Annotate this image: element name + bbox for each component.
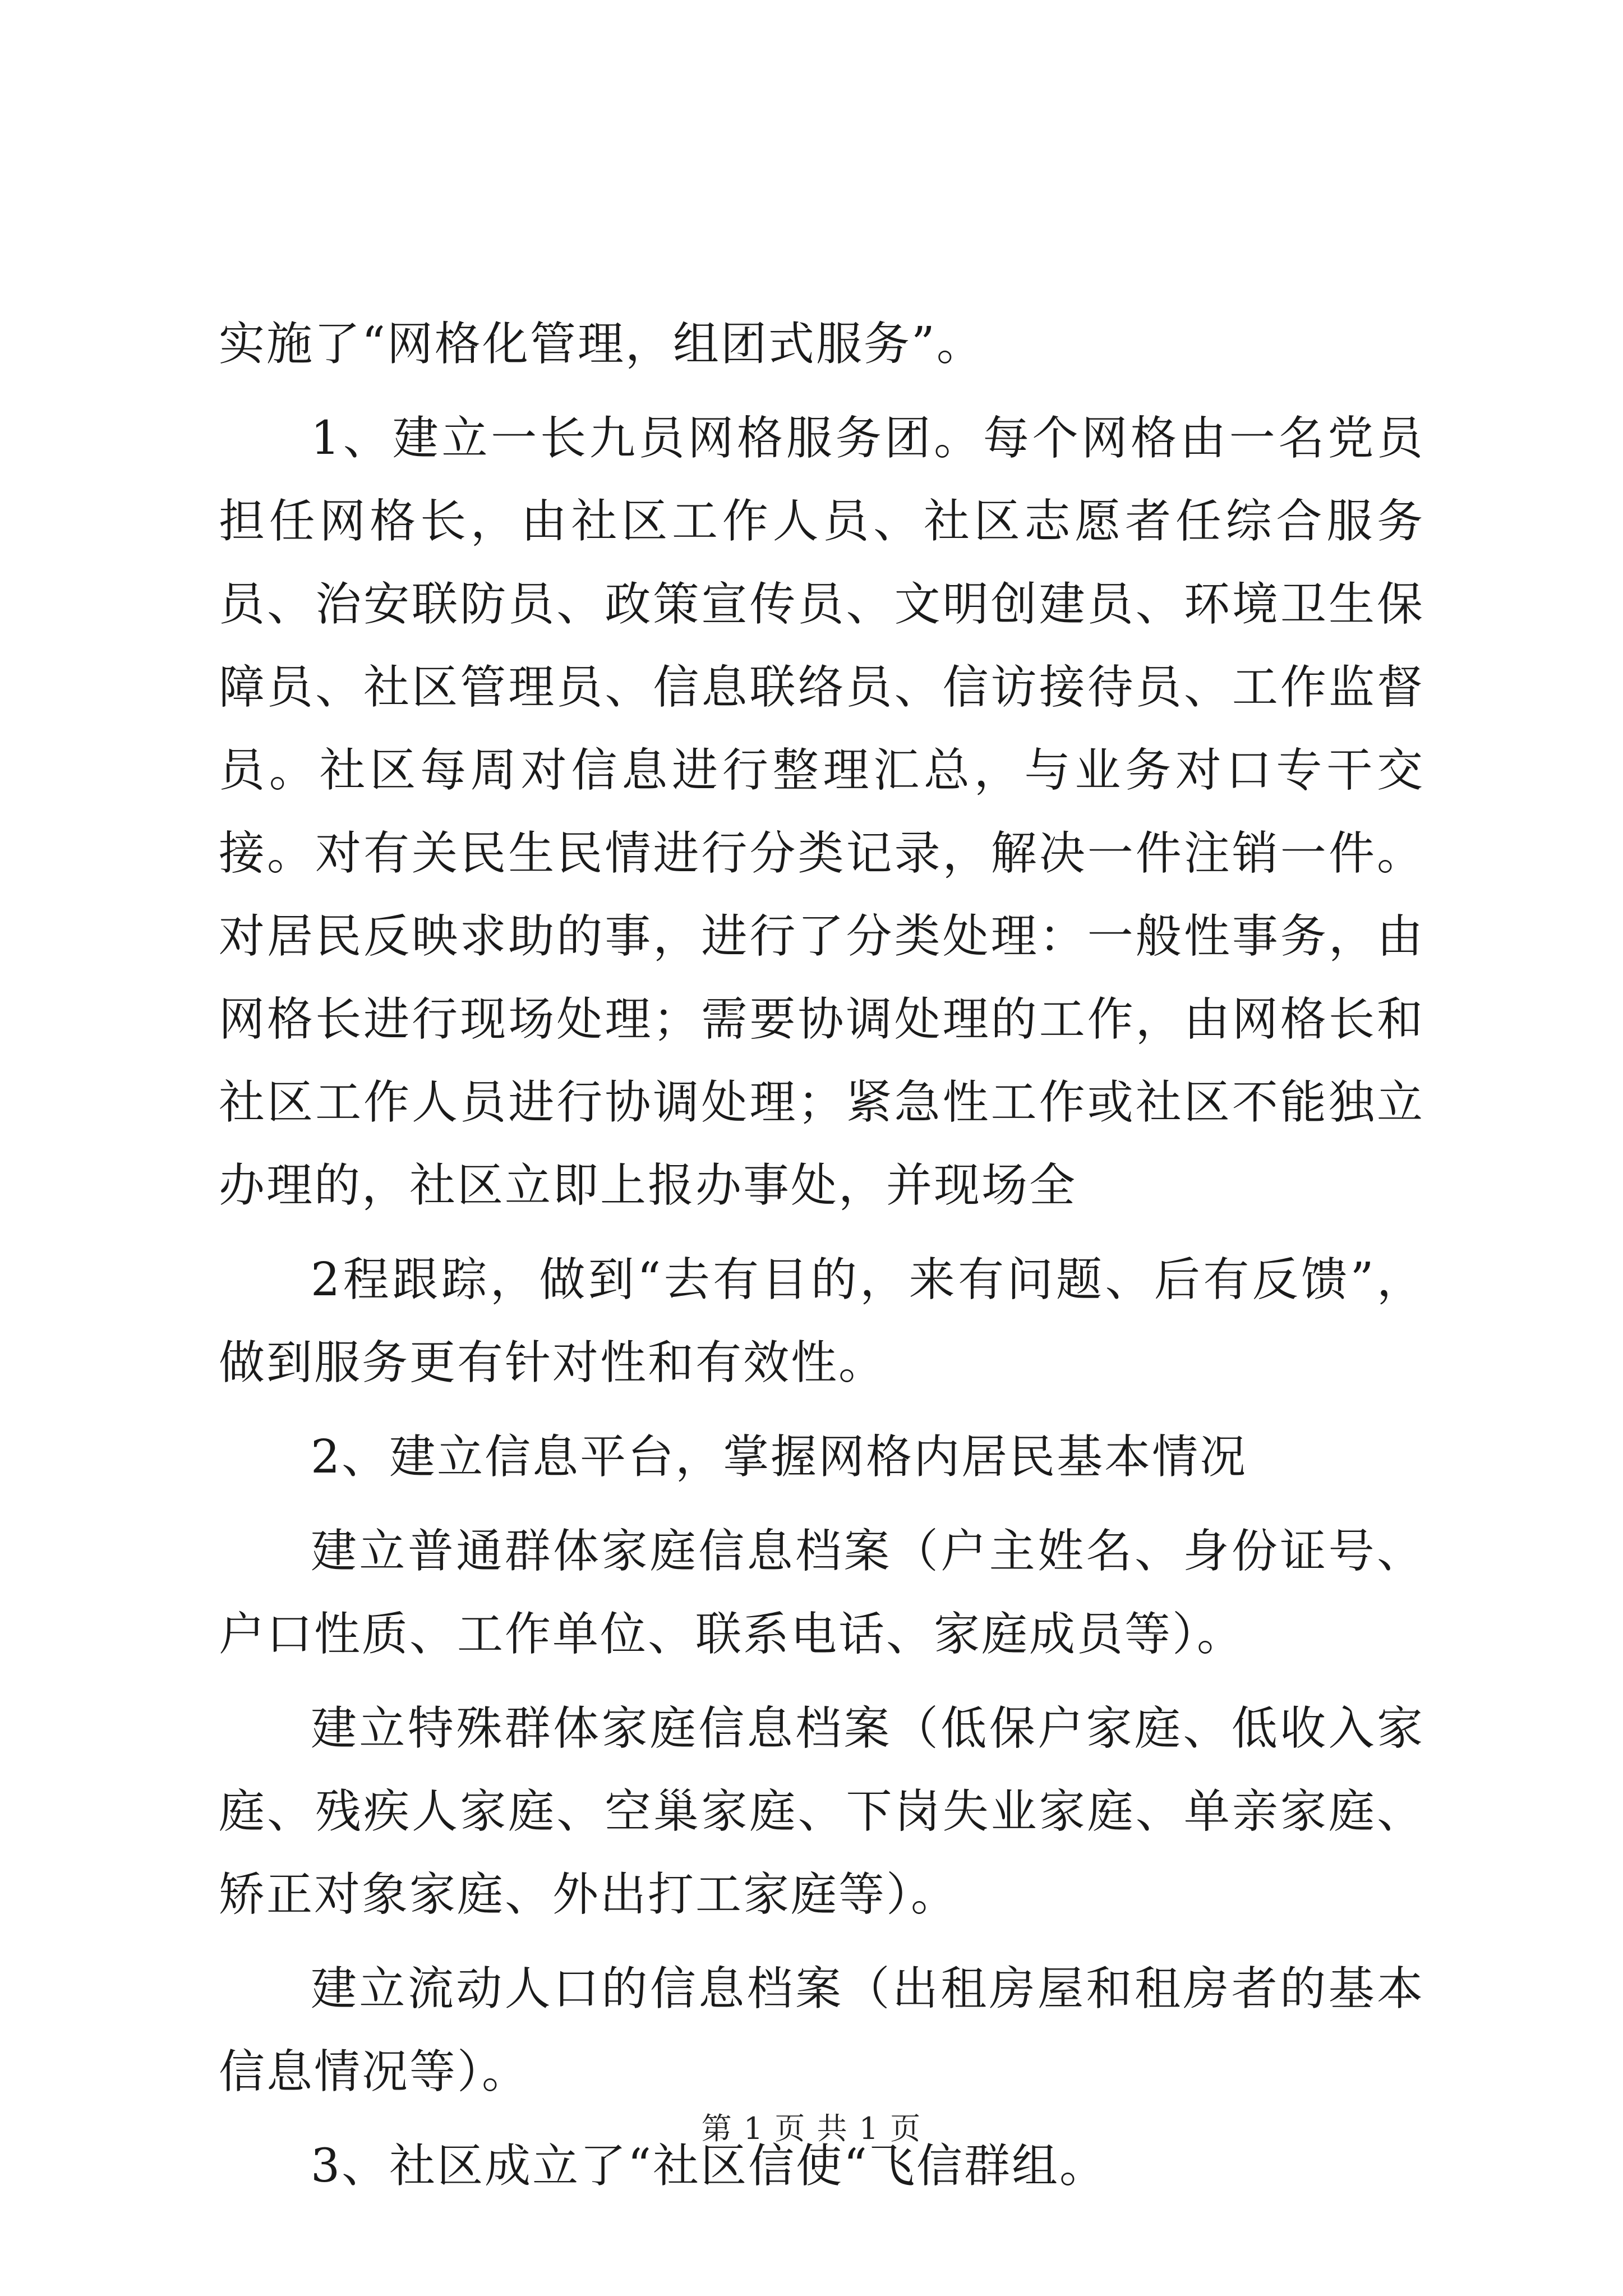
paragraph-floating-archive: 建立流动人口的信息档案（出租房屋和租房者的基本信息情况等）。: [219, 1962, 1424, 2099]
paragraph-item-1: 1、建立一长九员网格服务团。每个网格由一名党员担任网格长，由社区工作人员、社区志愿者任综合服务员、治安联防员、政策宣传员、文明创建员、环境卫生保障员、社区管理员、信息联络员、信访接待员、工作监督员。社区每周对信息进行整理汇总，与业务对口专干交接。对有关民生民情进行分类记录，解决一件注销一件。对居民反映求助的事，进行了分类处理：一般性事务，由网格长进行现场处理；需要协调处理的工作，由网格长和社区工作人员进行协调处理；紧急性工作或社区不能独立办理的，社区立即上报办事处，并现场全: [219, 412, 1424, 1212]
document-body: [219, 303, 1424, 2219]
paragraph-general-archive: 建立普通群体家庭信息档案（户主姓名、身份证号、户口性质、工作单位、联系电话、家庭成员等）。: [219, 1525, 1424, 1661]
paragraph-special-archive: 建立特殊群体家庭信息档案（低保户家庭、低收入家庭、残疾人家庭、空巢家庭、下岗失业家庭、单亲家庭、矫正对象家庭、外出打工家庭等）。: [219, 1702, 1424, 1921]
paragraph-item-2-heading: 2、建立信息平台，掌握网格内居民基本情况: [311, 1430, 1248, 1484]
page-footer: 第 1 页 共 1 页: [701, 2111, 922, 2146]
paragraph-continuation: 2程跟踪，做到“去有目的，来有问题、后有反馈”，做到服务更有针对性和有效性。: [219, 1253, 1424, 1389]
paragraph-item-3: 3、社区成立了“社区信使“飞信群组。: [311, 2139, 1108, 2193]
paragraph-intro: 实施了“网格化管理，组团式服务”。: [219, 318, 984, 371]
